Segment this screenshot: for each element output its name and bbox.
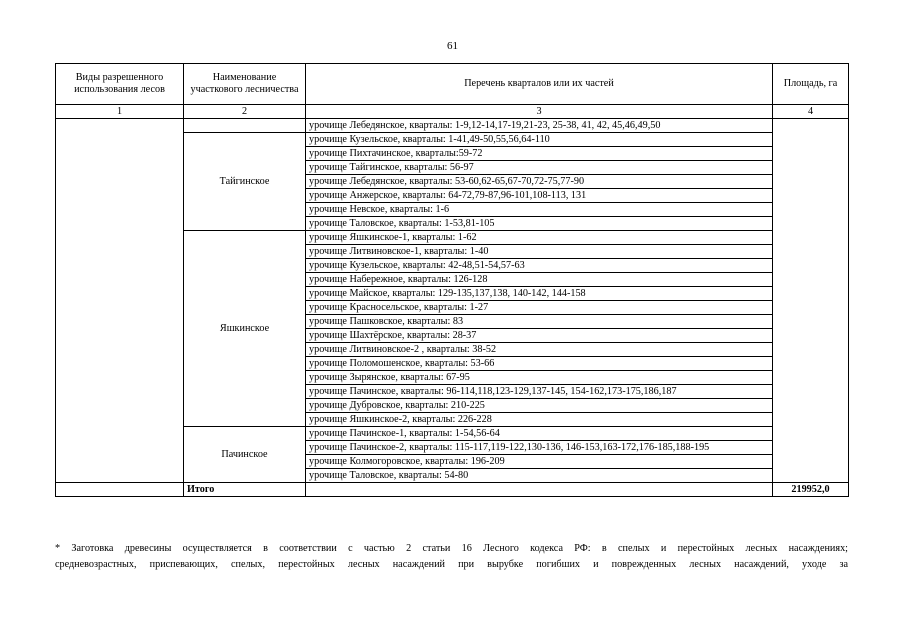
quarter-list-cell: урочище Невское, кварталы: 1-6 <box>306 203 773 217</box>
quarter-list-cell: урочище Поломошенское, кварталы: 53-66 <box>306 357 773 371</box>
column-number: 4 <box>773 105 849 119</box>
quarter-list-cell: урочище Пашковское, кварталы: 83 <box>306 315 773 329</box>
quarter-list-cell: урочище Лебедянское, кварталы: 53-60,62-65,67-70,72-75,77-90 <box>306 175 773 189</box>
total-empty-cell <box>56 483 184 497</box>
quarter-list-cell: урочище Зырянское, кварталы: 67-95 <box>306 371 773 385</box>
quarter-list-cell: урочище Набережное, кварталы: 126-128 <box>306 273 773 287</box>
quarter-list-cell: урочище Кузельское, кварталы: 42-48,51-54,57-63 <box>306 259 773 273</box>
footnote <box>55 541 848 573</box>
quarter-list-cell: урочище Шахтёрское, кварталы: 28-37 <box>306 329 773 343</box>
column-number: 2 <box>184 105 306 119</box>
quarter-list-cell: урочище Лебедянское, кварталы: 1-9,12-14,17-19,21-23, 25-38, 41, 42, 45,46,49,50 <box>306 119 773 133</box>
table-header-row <box>56 64 849 105</box>
quarter-list-cell: урочище Яшкинское-1, кварталы: 1-62 <box>306 231 773 245</box>
use-type-cell <box>56 119 184 483</box>
column-number: 3 <box>306 105 773 119</box>
quarter-list-cell: урочище Тайгинское, кварталы: 56-97 <box>306 161 773 175</box>
district-cell: Яшкинское <box>184 231 306 427</box>
quarter-list-cell: урочище Красносельское, кварталы: 1-27 <box>306 301 773 315</box>
quarter-list-cell: урочище Кузельское, кварталы: 1-41,49-50,55,56,64-110 <box>306 133 773 147</box>
quarter-list-cell: урочище Яшкинское-2, кварталы: 226-228 <box>306 413 773 427</box>
footnote-line: средневозрастных, приспевающих, спелых, перестойных лесных насаждений при вырубке погибших и поврежденных лесных насаждений, уходе за <box>55 559 848 570</box>
quarter-list-cell: урочище Дубровское, кварталы: 210-225 <box>306 399 773 413</box>
total-label: Итого <box>184 483 306 497</box>
quarter-list-cell: урочище Майское, кварталы: 129-135,137,138, 140-142, 144-158 <box>306 287 773 301</box>
quarter-list-cell: урочище Литвиновское-2 , кварталы: 38-52 <box>306 343 773 357</box>
page-number: 61 <box>447 40 458 52</box>
column-number-row <box>56 105 849 119</box>
header-use-type: Виды разрешенного использования лесов <box>56 64 184 105</box>
quarter-list-cell: урочище Пачинское-1, кварталы: 1-54,56-64 <box>306 427 773 441</box>
forest-use-table <box>55 63 849 497</box>
quarter-list-cell: урочище Литвиновское-1, кварталы: 1-40 <box>306 245 773 259</box>
header-area: Площадь, га <box>773 64 849 105</box>
quarter-list-cell: урочище Пачинское-2, кварталы: 115-117,119-122,130-136, 146-153,163-172,176-185,188-195 <box>306 441 773 455</box>
header-district: Наименование участкового лесничества <box>184 64 306 105</box>
quarter-list-cell: урочище Пихтачинское, кварталы:59-72 <box>306 147 773 161</box>
district-cell <box>184 119 306 133</box>
footnote-line: * Заготовка древесины осуществляется в соответствии с частью 2 статьи 16 Лесного кодекса РФ: в спелых и перестойных лесных насаждениях; <box>55 543 848 554</box>
quarter-row <box>56 119 849 133</box>
quarter-list-cell: урочище Пачинское, кварталы: 96-114,118,123-129,137-145, 154-162,173-175,186,187 <box>306 385 773 399</box>
quarter-list-cell: урочище Таловское, кварталы: 1-53,81-105 <box>306 217 773 231</box>
header-quarters: Перечень кварталов или их частей <box>306 64 773 105</box>
area-cell <box>773 119 849 483</box>
quarter-list-cell: урочище Таловское, кварталы: 54-80 <box>306 469 773 483</box>
column-number: 1 <box>56 105 184 119</box>
total-area-value: 219952,0 <box>773 483 849 497</box>
district-cell: Пачинское <box>184 427 306 483</box>
total-empty-cell <box>306 483 773 497</box>
district-cell: Тайгинское <box>184 133 306 231</box>
total-row <box>56 483 849 497</box>
quarter-list-cell: урочище Анжерское, кварталы: 64-72,79-87,96-101,108-113, 131 <box>306 189 773 203</box>
quarter-list-cell: урочище Колмогоровское, кварталы: 196-209 <box>306 455 773 469</box>
